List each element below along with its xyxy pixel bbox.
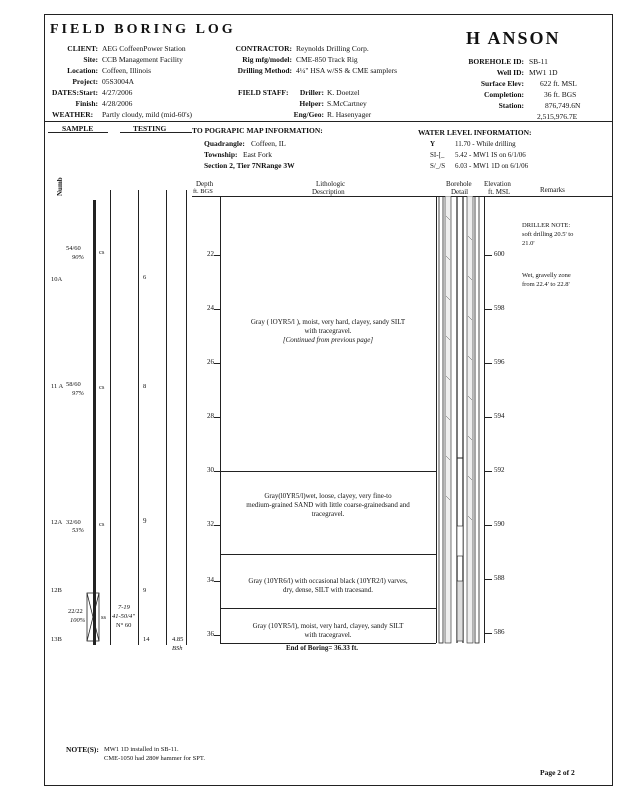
elevation-tick-label: 592 [494,466,505,474]
project-value: 05S3004A [102,77,135,86]
station-label: Station: [498,101,524,110]
sample-heading: SAMPLE [62,124,94,133]
depth-tick [214,309,220,310]
driller-label: Driller: [299,88,324,97]
col-divider-2 [138,190,139,645]
company-logo: H ANSON [466,28,561,48]
well-id-label: Well ID: [496,68,524,77]
sample-type: cs [99,521,105,528]
elevation-tick-label: 594 [494,412,505,420]
sample-id: 11 A [51,383,64,390]
stratum-description [222,622,434,640]
elevation-tick-label: 596 [494,358,505,366]
depth-tick-label: 28 [207,412,214,420]
station-north: 876,749.6N [545,101,581,110]
sample-recovery: 22/22 [68,608,83,615]
sample-test-value: 6 [143,274,147,281]
elevation-unit-header: ft. MSL [488,188,511,196]
elevation-tick-label: 598 [494,304,505,312]
borehole-id-value: SB-11 [529,57,548,66]
location-value: Coffeen, Illinois [102,66,152,75]
elevation-tick-label: 586 [494,628,505,636]
water-symbol-2: SI-[_ [430,151,445,159]
water-symbol-1: Y [430,140,436,148]
sample-n-value: N° 60 [116,622,132,629]
elevation-tick [484,579,492,580]
depth-tick [214,525,220,526]
helper-value: S.McCartney [327,99,367,108]
description-line: Gray(l0YR5/l)wet, loose, clayey, very fine-to [264,492,392,500]
geo-value: R. Hasenyager [327,110,372,119]
elevation-tick [484,255,492,256]
sample-type: ss [101,614,107,621]
description-line: [Continued from previous page] [282,336,374,344]
sample-recovery-pct: 53% [72,527,84,534]
sample-test-value: 14 [143,636,150,643]
lithologic-header: Lithologic [316,180,346,188]
water-line-3: 6.03 - MW1 1D on 6/1/06 [455,162,529,170]
notes-label: NOTE(S): [66,745,99,754]
water-symbol-3: S/_/S [430,162,446,170]
site-value: CCB Management Facility [102,55,183,64]
elevation-tick-label: 588 [494,574,505,582]
section-value: Section 2, Tier 7NRange 3W [204,161,295,170]
detail-header: Detail [451,188,469,196]
sample-test-value: 8 [143,383,147,390]
depth-tick-label: 22 [207,250,214,258]
elevation-tick [484,363,492,364]
rig-value: CME-850 Track Rig [296,55,358,64]
rig-label: Rig mfg/model: [242,55,292,64]
sample-recovery: 32/60 [66,519,81,526]
stratum-description [222,318,434,345]
col-divider-4 [186,190,187,645]
geo-label: Eng/Geo: [293,110,324,119]
sample-underline [48,132,108,133]
sample-recovery: 54/60 [66,245,81,252]
elevation-tick [484,417,492,418]
site-label: Site: [83,55,98,64]
sample-recovery: 58/60 [66,381,81,388]
description-line: with tracegravel. [304,327,352,335]
strata-boundary [220,554,436,555]
depth-tick-label: 26 [207,358,214,366]
depth-tick-label: 30 [207,466,214,474]
sample-id: 10A [51,276,63,283]
staff-label: FIELD STAFF: [238,88,289,97]
location-label: Location: [67,66,98,75]
col-divider-3 [166,190,167,645]
sample-recovery-pct: 90% [72,254,84,261]
split-spoon-icon [86,592,100,642]
sample-extra-value: 4.85 [172,636,184,643]
surface-elev-value: 622 ft. MSL [540,79,577,88]
sample-bar [93,200,96,645]
project-label: Project: [72,77,98,86]
borehole-id-label: BOREHOLE ID: [468,57,524,66]
elevation-tick-label: 600 [494,250,505,258]
sample-id: 12B [51,587,62,594]
remark-line: 21.0' [522,240,535,247]
sample-test-value: 9 [143,587,147,594]
col-divider-1 [110,190,111,645]
depth-tick-label: 32 [207,520,214,528]
description-line: dry, dense, SILT with tracesand. [283,586,373,594]
township-label: Township: [204,150,238,159]
client-value: AEG CoffeenPower Station [102,44,186,53]
elevation-tick [484,633,492,634]
note-line: MW1 1D installed in SB-11. [104,746,179,753]
sample-id: 12A [51,519,63,526]
borehole-header: Borehole [446,180,472,188]
depth-unit-header: ft. BGS [193,188,213,195]
remark-line: from 22.4' to 22.8' [522,281,570,288]
start-label: Start: [79,88,98,97]
finish-label: Finish: [75,99,98,108]
depth-tick [214,363,220,364]
sample-extra-code: BSh [172,645,183,652]
finish-value: 4/28/2006 [102,99,133,108]
depth-header: Depth [196,180,214,188]
water-line-2: 5.42 - MW1 IS on 6/1/06 [455,151,526,159]
remark-line: soft drilling 20.5' to [522,231,574,238]
start-value: 4/27/2006 [102,88,133,97]
description-line: Gray (10YR6/l) with occasional black (10YR2/l) varves, [248,577,408,585]
page-number: Page 2 of 2 [540,768,575,777]
note-line: CME-1050 had 280# hammer for SPT. [104,755,205,762]
remark-line: DRILLER NOTE: [522,222,571,229]
water-line-1: 11.70 - While drilling [455,140,516,148]
depth-tick [214,581,220,582]
elevation-tick [484,309,492,310]
depth-tick-label: 24 [207,304,214,312]
topo-heading: TO POGRAPIC MAP INFORMATION: [192,126,323,135]
contractor-value: Reynolds Drilling Corp. [296,44,369,53]
strata-boundary [220,471,436,472]
sample-type: cs [99,384,105,391]
header-divider [44,121,612,122]
depth-tick [214,417,220,418]
dates-label: DATES: [52,88,79,97]
elevation-tick-label: 590 [494,520,505,528]
description-line: with tracegravel. [304,631,352,639]
depth-tick-label: 36 [207,630,214,638]
helper-label: Helper: [299,99,324,108]
township-value: East Fork [243,150,272,159]
page-title: FIELD BORING LOG [50,22,236,37]
contractor-label: CONTRACTOR: [235,44,292,53]
depth-tick [214,255,220,256]
column-header-divider [192,196,612,197]
sample-blows-2: 41-50/4" [112,613,135,620]
station-east: 2,515,976.7E [537,112,578,121]
sample-blows: 7-19 [118,604,130,611]
depth-tick [214,635,220,636]
stratum-description [222,492,434,519]
client-label: CLIENT: [67,44,98,53]
weather-label: WEATHER: [52,110,94,119]
remark-line: Wet, gravelly zone [522,272,571,279]
depth-axis [220,196,221,643]
sample-type: cs [99,249,105,256]
completion-value: 36 ft. BGS [544,90,577,99]
surface-elev-label: Surface Elev: [480,79,524,88]
completion-label: Completion: [484,90,524,99]
description-header: Description [312,188,345,196]
elevation-header: Elevation [484,180,511,188]
stratum-description [222,577,434,595]
description-line: Gray (10YR5/l), moist, very hard, clayey, sandy SILT [252,622,404,630]
weather-value: Partly cloudy, mild (mid-60's) [102,110,193,119]
elevation-tick [484,471,492,472]
testing-heading: TESTING [133,124,167,133]
borehole-detail-graphic [437,196,483,644]
description-line: tracegravel. [311,510,345,518]
description-line: medium-grained SAND with little coarse-grainedsand and [246,501,410,509]
sample-test-value: 9 [143,517,147,525]
driller-value: K. Doetzel [327,88,360,97]
depth-tick-label: 34 [207,576,214,584]
sample-recovery-pct: 100% [70,617,86,624]
remarks-header: Remarks [540,186,565,194]
water-heading: WATER LEVEL INFORMATION: [418,128,532,137]
quad-value: Coffeen, IL [251,139,286,148]
elevation-axis [484,196,485,643]
number-column-header: Numb [56,177,64,196]
method-label: Drilling Method: [237,66,292,75]
description-line: Gray ( lOYR5/l ), moist, very hard, clayey, sandy SILT [250,318,406,326]
sample-id: 13B [51,636,62,643]
elevation-tick [484,525,492,526]
testing-underline [120,132,192,133]
end-of-boring: End of Boring= 36.33 ft. [286,644,359,652]
well-id-value: MW1 1D [529,68,558,77]
method-value: 4¼" HSA w/SS & CME samplers [296,66,397,75]
strata-boundary [220,608,436,609]
sample-recovery-pct: 97% [72,390,84,397]
quad-label: Quadrangle: [204,139,245,148]
